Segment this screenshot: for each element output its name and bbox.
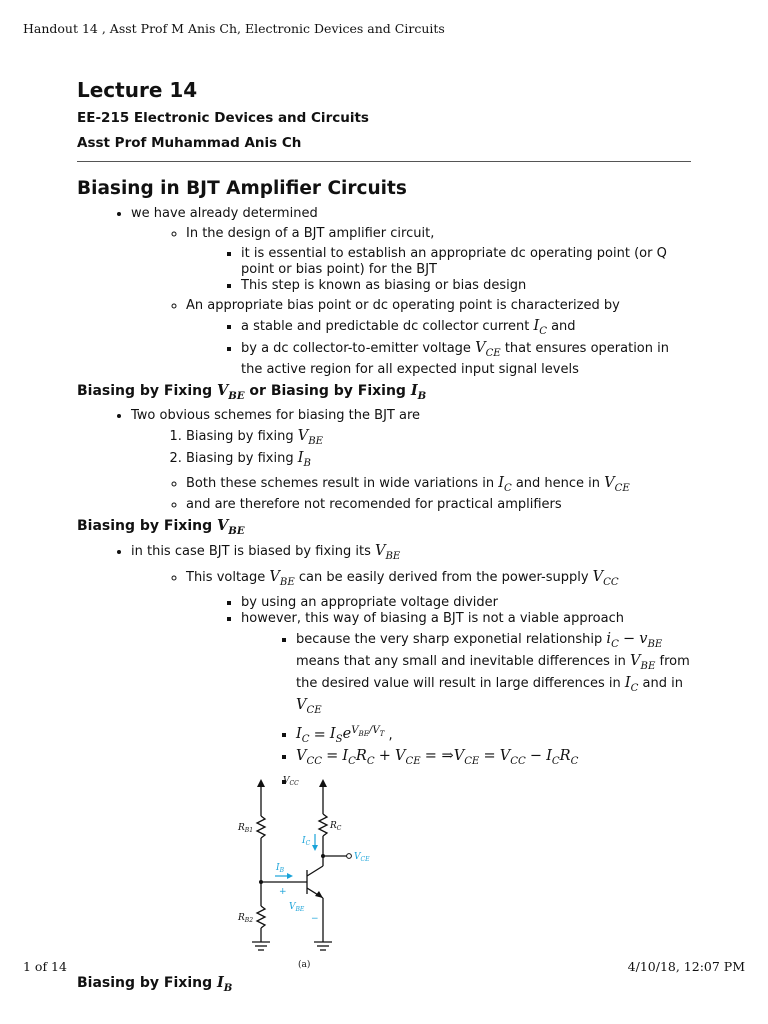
figure-caption: (a) [298, 960, 311, 971]
collector-lead [307, 866, 323, 876]
vcc-arrow-right [319, 779, 327, 787]
list-item: • Two obvious schemes for biasing the BJT are 1. Biasing by fixing $V_{BE}$ 2. Biasing by fixing $I_B$ ◦ Both these schemes result in wide variations in $I_C$ and hence in $V_{CE}$ ◦ and are therefore not recomended for practical amplifiers [131, 408, 691, 514]
vce-label: $V_{CE}$ [354, 852, 370, 864]
section-heading-fixing-vbe-or-ib: Biasing by Fixing $V_{BE}$ or Biasing by Fixing $I_B$ [77, 381, 427, 402]
vbe-minus: − [311, 914, 319, 925]
lecture-title: Lecture 14 [77, 78, 198, 102]
list-item: 1. Biasing by fixing $V_{BE}$ [186, 428, 691, 450]
list-item: ◦ and are therefore not recomended for practical amplifiers [186, 497, 691, 513]
math-ic: $I_C$ [533, 318, 547, 337]
base-node-dot [259, 880, 263, 884]
collector-node-dot [321, 854, 325, 858]
list-item: ▪ by using an appropriate voltage divider [241, 595, 691, 611]
author-name: Asst Prof Muhammad Anis Ch [77, 135, 302, 151]
rb1-label: $R_{B1}$ [238, 823, 254, 835]
rc-label: $R_C$ [330, 821, 342, 833]
emitter-arrow [315, 891, 323, 898]
list-item: • we have already determined ◦ In the design of a BJT amplifier circuit, ▪ it is essential to establish an appropriate dc operating point (or Q point or bias point) for the BJT ▪ This step is known as biasing or bias design ◦ An appropriate bias point or dc operating point is characterized by ▪ a stable and predictable dc collector current $I_C$ and ▪ by a dc collector-to-emitter voltage $V_{CE}$ that ensures operation in the active region for all expected input signal levels [131, 206, 691, 378]
section2-list [131, 408, 691, 514]
list-item: ▪ This step is known as biasing or bias design [241, 278, 691, 294]
equation-ic: ▪ $I_C = I_Se^{V_{BE}/V_T}$ , [296, 723, 691, 749]
bjt-bias-circuit-figure [238, 774, 441, 971]
list-item: ◦ This voltage $V_{BE}$ can be easily derived from the power-supply $V_{CC}$ ▪ by using an appropriate voltage divider ▪ however, this way of biasing a BJT is not a viable approach ▪ because the very sharp exponetial relationship $i_C - v_{BE}$ means that any small and inevitable differences in $V_{BE}$ from the desired value will result in large differences in $I_C$ and in $V_{CE}$ ▪ $I_C = I_Se^{V_{BE}/V_T}$ , ▪ $V_{CC} = I_CR_C + V_{CE}$ = $\Rightarrow V_{CE} = V_{CC} - I_CR_C$ ▪ $V_{CC}$ $R_{B1}$ $R_{B2}$ $R_C$ (a) $I_C$ $I_B$ $V_{CE}$ $V_{BE}$ + − [186, 569, 691, 970]
list-item: ◦ An appropriate bias point or dc operating point is characterized by ▪ a stable and predictable dc collector current $I_C$ and ▪ by a dc collector-to-emitter voltage $V_{CE}$ that ensures operation in the active region for all expected input signal levels [186, 298, 691, 378]
ib-label: $I_B$ [276, 863, 284, 875]
page-number: 1 of 14 [23, 959, 67, 974]
rb2-label: $R_{B2}$ [238, 913, 254, 925]
list-item: ▪ by a dc collector-to-emitter voltage $V_{CE}$ that ensures operation in the active region for all expected input signal levels [241, 340, 691, 378]
rb2-resistor [257, 906, 265, 928]
section-heading-fixing-vbe: Biasing by Fixing $V_{BE}$ [77, 517, 245, 538]
page-header: Handout 14 , Asst Prof M Anis Ch, Electronic Devices and Circuits [23, 21, 445, 36]
print-datetime: 4/10/18, 12:07 PM [627, 959, 745, 974]
section-heading-biasing-bjt: Biasing in BJT Amplifier Circuits [77, 178, 407, 199]
vbe-label: $V_{BE}$ [289, 902, 305, 914]
numbered-list [186, 428, 691, 472]
section-heading-fixing-ib: Biasing by Fixing $I_B$ [77, 974, 233, 995]
equation-vce: ▪ $V_{CC} = I_CR_C + V_{CE}$ = $\Rightarrow V_{CE} = V_{CC} - I_CR_C$ [296, 748, 691, 770]
section1-list [131, 206, 691, 378]
list-item: ◦ In the design of a BJT amplifier circuit, ▪ it is essential to establish an appropriate dc operating point (or Q point or bias point) for the BJT ▪ This step is known as biasing or bias design [186, 226, 691, 294]
ic-label: $I_C$ [302, 836, 311, 848]
document-body [77, 76, 691, 1000]
list-item: ◦ Both these schemes result in wide variations in $I_C$ and hence in $V_{CE}$ [186, 475, 691, 497]
course-title: EE-215 Electronic Devices and Circuits [77, 110, 369, 126]
vcc-arrow-left [257, 779, 265, 787]
title-divider [77, 161, 691, 162]
list-item: • in this case BJT is biased by fixing its $V_{BE}$ ◦ This voltage $V_{BE}$ can be easily derived from the power-supply $V_{CC}$ ▪ by using an appropriate voltage divider ▪ however, this way of biasing a BJT is not a viable approach ▪ because the very sharp exponetial relationship $i_C - v_{BE}$ means that any small and inevitable differences in $V_{BE}$ from the desired value will result in large differences in $I_C$ and in $V_{CE}$ ▪ $I_C = I_Se^{V_{BE}/V_T}$ , ▪ $V_{CC} = I_CR_C + V_{CE}$ = $\Rightarrow V_{CE} = V_{CC} - I_CR_C$ ▪ $V_{CC}$ $R_{B1}$ $R_{B2}$ $R_C$ (a) $I_C$ $I_B$ $V_{CE}$ $V_{BE}$ + − [131, 543, 691, 970]
rb1-resistor [257, 816, 265, 838]
list-item: 2. Biasing by fixing $I_B$ [186, 450, 691, 472]
vbe-plus: + [279, 887, 287, 898]
vcc-label: ▪ $V_{CC}$ [283, 776, 299, 788]
section3-list [131, 543, 691, 970]
vce-terminal [347, 854, 352, 859]
list-item: ▪ a stable and predictable dc collector current $I_C$ and [241, 318, 691, 340]
rc-resistor [319, 814, 327, 836]
list-item: ▪ because the very sharp exponetial relationship $i_C - v_{BE}$ means that any small and inevitable differences in $V_{BE}$ from the desired value will result in large differences in $I_C$ and in $V_{CE}$ [296, 631, 691, 719]
list-item: ▪ it is essential to establish an appropriate dc operating point (or Q point or bias point) for the BJT [241, 246, 691, 278]
math-vce: $V_{CE}$ [475, 339, 501, 359]
list-item: ▪ however, this way of biasing a BJT is not a viable approach ▪ because the very sharp exponetial relationship $i_C - v_{BE}$ means that any small and inevitable differences in $V_{BE}$ from the desired value will result in large differences in $I_C$ and in $V_{CE}$ ▪ $I_C = I_Se^{V_{BE}/V_T}$ , ▪ $V_{CC} = I_CR_C + V_{CE}$ = $\Rightarrow V_{CE} = V_{CC} - I_CR_C$ ▪ $V_{CC}$ $R_{B1}$ $R_{B2}$ $R_C$ (a) $I_C$ $I_B$ $V_{CE}$ $V_{BE}$ + − [241, 611, 691, 970]
